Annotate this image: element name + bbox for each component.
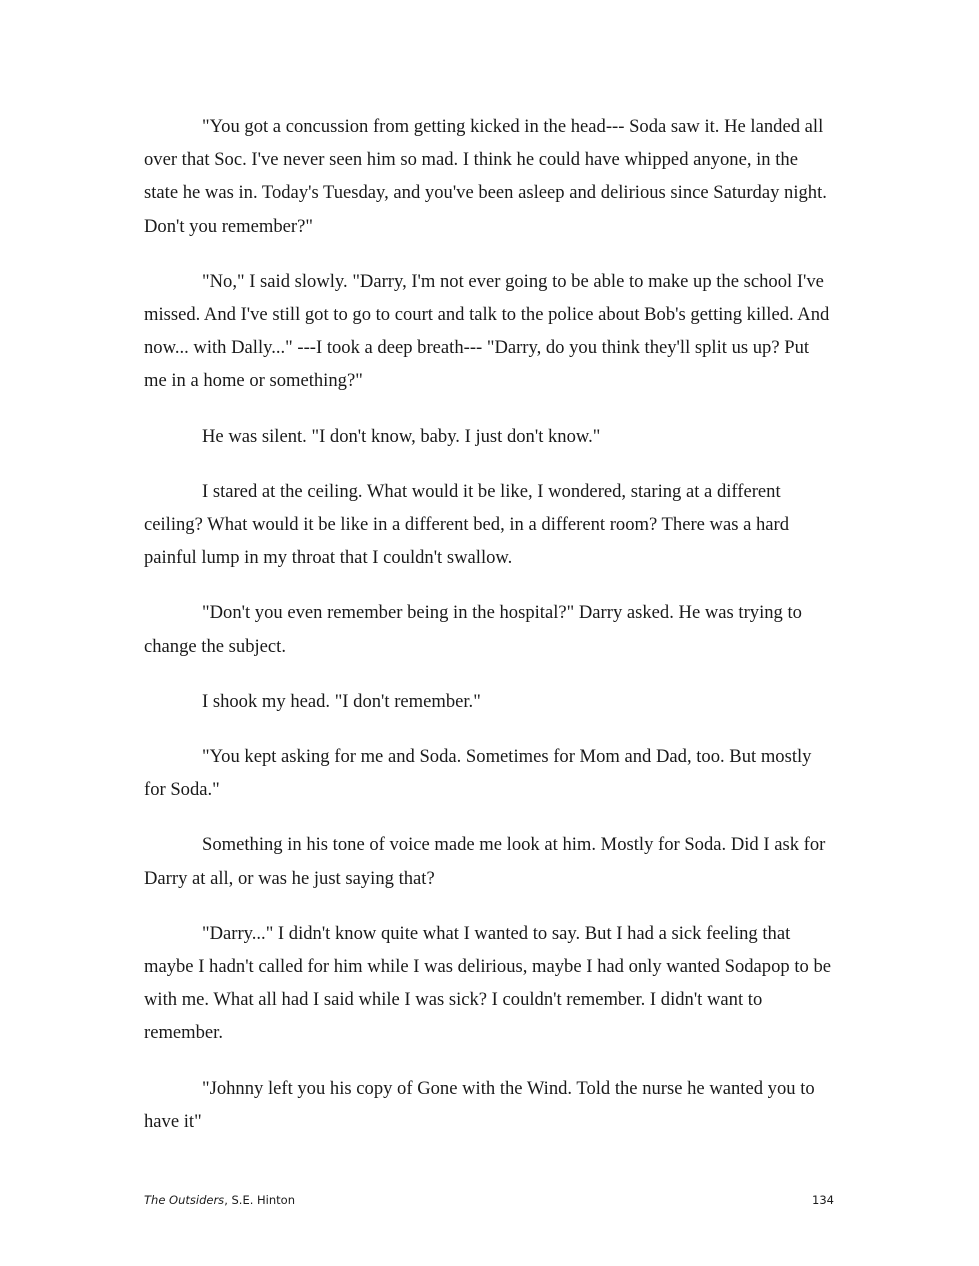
paragraph: "You kept asking for me and Soda. Sometimes for Mom and Dad, too. But mostly for Soda."	[144, 746, 812, 801]
paragraph: "Don't you even remember being in the hospital?" Darry asked. He was trying to change the subject.	[144, 602, 802, 657]
paragraph: I shook my head. "I don't remember."	[202, 690, 481, 712]
paragraph: He was silent. "I don't know, baby. I just don't know."	[202, 425, 601, 447]
paragraph: "Darry..." I didn't know quite what I wanted to say. But I had a sick feeling that maybe I hadn't called for him while I was delirious, maybe I had only wanted Sodapop to be with me. What all had I said while I was sick? I couldn't remember. I didn't want to remember.	[144, 922, 832, 1044]
paragraph: "Johnny left you his copy of Gone with the Wind. Told the nurse he wanted you to have it"	[144, 1077, 815, 1132]
footer-citation	[144, 1193, 295, 1207]
footer-book-title: The Outsiders	[144, 1193, 225, 1207]
paragraph: "No," I said slowly. "Darry, I'm not ever going to be able to make up the school I've missed. And I've still got to go to court and talk to the police about Bob's getting killed. And now... with Dally..." ---I took a deep breath--- "Darry, do you think they'll split us up? Put me in a home or something?"	[144, 270, 830, 392]
paragraph: "You got a concussion from getting kicked in the head--- Soda saw it. He landed all over that Soc. I've never seen him so mad. I think he could have whipped anyone, in the state he was in. Today's Tuesday, and you've been asleep and delirious since Saturday night. Don't you remember?"	[144, 116, 827, 237]
paragraph: Something in his tone of voice made me look at him. Mostly for Soda. Did I ask for Darry at all, or was he just saying that?	[144, 834, 826, 889]
footer-author: , S.E. Hinton	[224, 1193, 295, 1207]
body-text	[144, 110, 836, 1160]
page-number: 134	[812, 1193, 834, 1207]
paragraph: I stared at the ceiling. What would it be like, I wondered, staring at a different ceiling? What would it be like in a different bed, in a different room? There was a hard painful lump in my throat that I couldn't swallow.	[144, 480, 790, 569]
